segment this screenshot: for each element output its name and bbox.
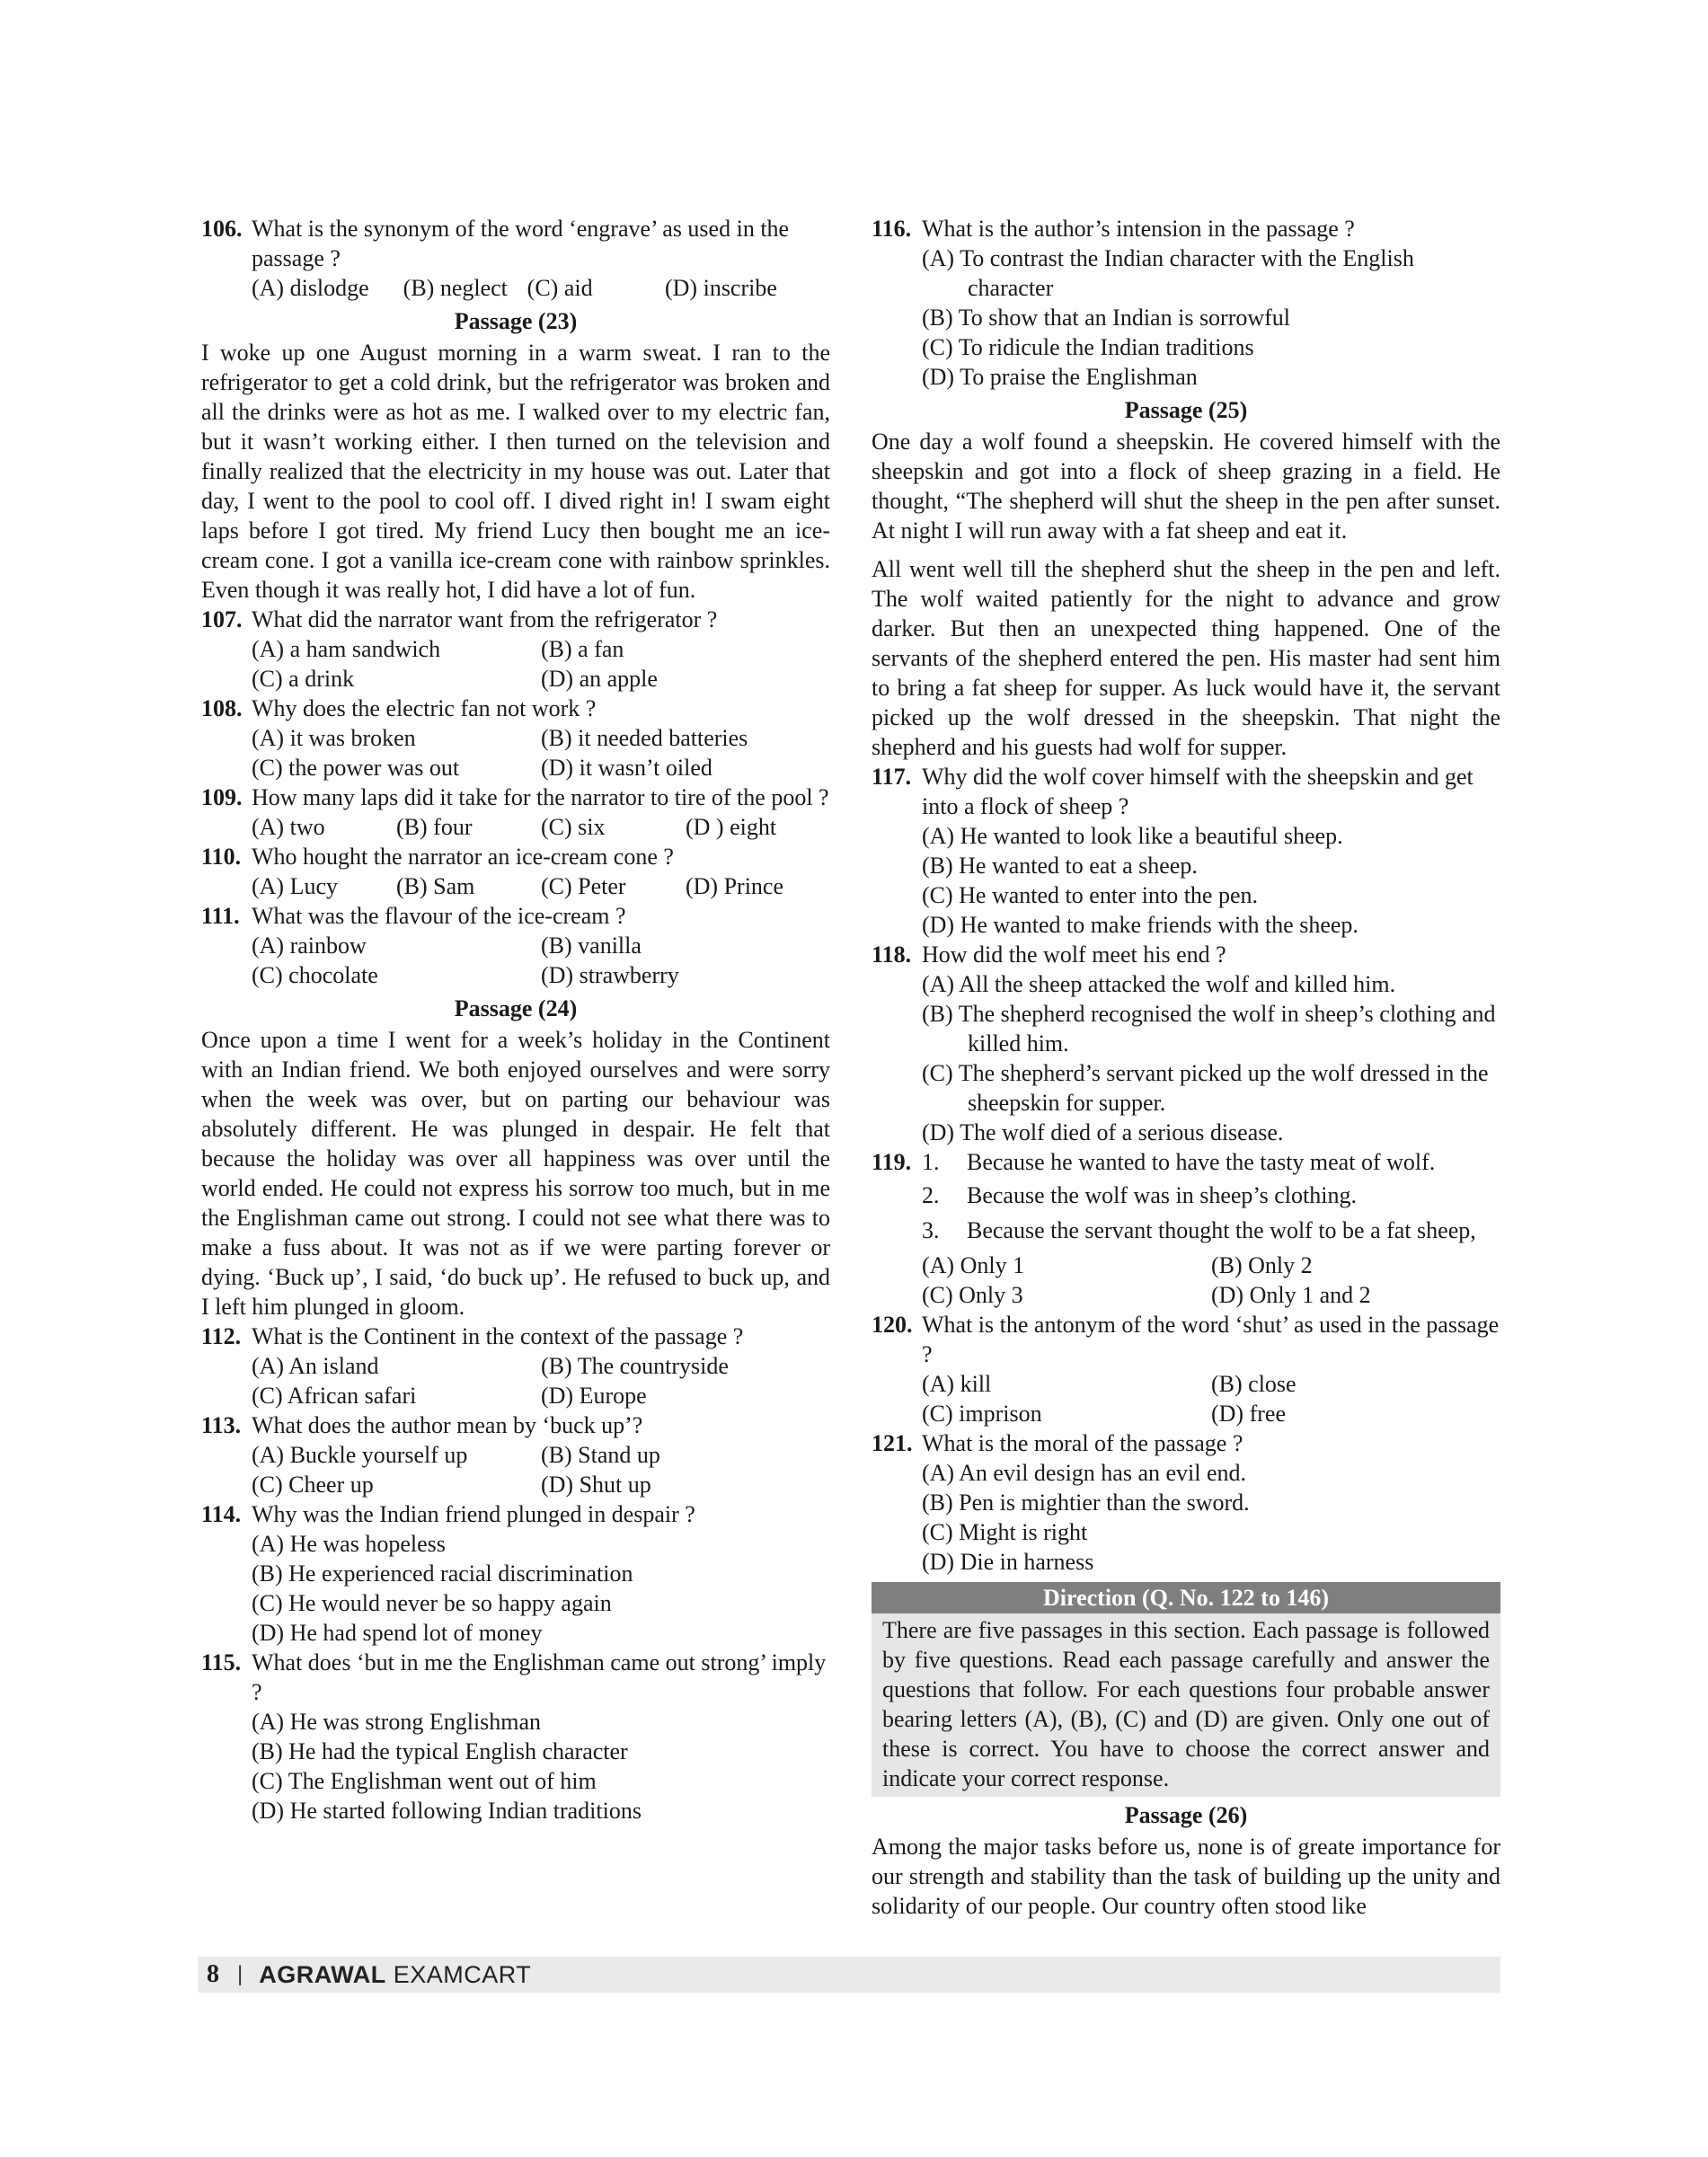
- question-106: [201, 214, 830, 273]
- question-109: [201, 782, 830, 812]
- option-c[interactable]: (C) Cheer up: [252, 1472, 374, 1498]
- option-a[interactable]: (A) He wanted to look like a beautiful sheep.: [922, 823, 1343, 849]
- question-114: [201, 1499, 830, 1529]
- options-116: [872, 243, 1500, 392]
- option-c[interactable]: (C) chocolate: [252, 962, 378, 988]
- statement-2: [872, 1180, 1500, 1210]
- left-column: [201, 214, 830, 1825]
- option-b[interactable]: (B) vanilla: [541, 933, 642, 959]
- option-d[interactable]: (D) The wolf died of a serious disease.: [922, 1119, 1284, 1145]
- options-121: [872, 1458, 1500, 1577]
- options-109: [201, 812, 830, 842]
- question-text: What does the author mean by ‘buck up’?: [252, 1412, 643, 1438]
- statement-text: Because the servant thought the wolf to be a fat sheep,: [967, 1217, 1476, 1243]
- option-c[interactable]: (C) imprison: [922, 1401, 1042, 1427]
- option-c[interactable]: (C) the power was out: [252, 755, 460, 781]
- question-text: What is the synonym of the word ‘engrave’ as used in the passage ?: [252, 216, 790, 271]
- options-114: [201, 1529, 830, 1648]
- question-number: 119.: [872, 1149, 912, 1175]
- question-text: How many laps did it take for the narrator to tire of the pool ?: [252, 784, 829, 810]
- option-d[interactable]: (D) He had spend lot of money: [252, 1620, 543, 1646]
- question-text: What is the moral of the passage ?: [922, 1430, 1243, 1456]
- question-107: [201, 605, 830, 634]
- question-number: 115.: [201, 1649, 242, 1675]
- question-number: 116.: [872, 216, 912, 242]
- option-a[interactable]: (A) He was hopeless: [252, 1531, 446, 1557]
- option-a[interactable]: (A) rainbow: [252, 933, 367, 959]
- question-text: What is the antonym of the word ‘shut’ as used in the passage ?: [922, 1312, 1500, 1367]
- question-number: 121.: [872, 1430, 913, 1456]
- option-d[interactable]: (D) Only 1 and 2: [1211, 1282, 1371, 1308]
- statement-number: 3.: [922, 1217, 940, 1243]
- question-number: 114.: [201, 1501, 242, 1527]
- footer-separator: |: [237, 1962, 243, 1986]
- option-b[interactable]: (B) Only 2: [1211, 1252, 1313, 1278]
- options-113: [201, 1440, 830, 1499]
- question-text: What did the narrator want from the refrigerator ?: [252, 606, 718, 632]
- question-number: 112.: [201, 1323, 242, 1349]
- options-115: [201, 1707, 830, 1825]
- question-number: 108.: [201, 695, 243, 721]
- question-number: 118.: [872, 941, 912, 968]
- statement-number: 1.: [922, 1149, 940, 1175]
- question-113: [201, 1410, 830, 1440]
- statement-text: Because he wanted to have the tasty meat of wolf.: [967, 1149, 1436, 1175]
- question-121: [872, 1428, 1500, 1458]
- option-d[interactable]: (D ) eight: [686, 814, 777, 840]
- question-number: 107.: [201, 606, 243, 632]
- question-number: 110.: [201, 844, 242, 870]
- brand-light: EXAMCART: [393, 1960, 532, 1988]
- options-118: [872, 969, 1500, 1147]
- option-d[interactable]: (D) Die in harness: [922, 1549, 1094, 1575]
- statement-text: Because the wolf was in sheep’s clothing.: [967, 1182, 1357, 1208]
- option-d[interactable]: (D) He wanted to make friends with the sheep.: [922, 912, 1358, 938]
- option-d[interactable]: (D) Shut up: [541, 1472, 651, 1498]
- question-110: [201, 842, 830, 871]
- options-108: [201, 723, 830, 782]
- option-a[interactable]: (A) An evil design has an evil end.: [922, 1460, 1247, 1486]
- options-106: [201, 273, 830, 303]
- option-c[interactable]: (C) six: [541, 814, 606, 840]
- direction-box: [872, 1582, 1500, 1797]
- question-119: [872, 1147, 1500, 1177]
- option-a[interactable]: (A) dislodge: [252, 275, 369, 301]
- option-b[interactable]: (B) neglect: [403, 275, 508, 301]
- option-a[interactable]: (A) He was strong Englishman: [252, 1709, 542, 1735]
- question-number: 111.: [201, 903, 240, 929]
- option-a[interactable]: (A) To contrast the Indian character with the English character: [922, 245, 1414, 301]
- question-117: [872, 762, 1500, 821]
- passage-25-text-2: All went well till the shepherd shut the sheep in the pen and left. The wolf waited patiently for the night to advance and grow darker. But then an unexpected thing happened. One of the servants of the shepherd entered the pen. His master had sent him to bring a fat sheep for supper. As luck would have it, the servant picked up the wolf dressed in the sheepskin. That night the shepherd and his guests had wolf for supper.: [872, 556, 1500, 760]
- option-d[interactable]: (D) an apple: [541, 666, 658, 692]
- passage-24-title: Passage (24): [454, 995, 578, 1021]
- option-c[interactable]: (C) a drink: [252, 666, 355, 692]
- passage-23-text: I woke up one August morning in a warm sweat. I ran to the refrigerator to get a cold drink, but the refrigerator was broken and all the drinks were as hot as me. I walked over to my electric fan, but it wasn’t working either. I then turned on the television and finally realized that the electricity in my house was out. Later that day, I went to the pool to cool off. I dived right in! I swam eight laps before I got tired. My friend Lucy then bought me an ice-cream cone. I got a vanilla ice-cream cone with rainbow sprinkles. Even though it was really hot, I did have a lot of fun.: [201, 340, 830, 603]
- question-118: [872, 940, 1500, 969]
- option-d[interactable]: (D) Prince: [686, 873, 784, 899]
- options-112: [201, 1351, 830, 1410]
- options-111: [201, 931, 830, 990]
- option-a[interactable]: (A) An island: [252, 1353, 379, 1379]
- options-120: [872, 1369, 1500, 1428]
- options-110: [201, 871, 830, 901]
- option-d[interactable]: (D) He started following Indian traditions: [252, 1798, 642, 1824]
- direction-text: There are five passages in this section. Each passage is followed by five questions. Read each passage carefully and answer the questions that follow. For each questions four probable answer bearing letters (A), (B), (C) and (D) are given. Only one out of these is correct. You have to choose the correct answer and indicate your correct response.: [872, 1613, 1500, 1797]
- option-d[interactable]: (D) strawberry: [541, 962, 679, 988]
- option-b[interactable]: (B) Pen is mightier than the sword.: [922, 1490, 1250, 1516]
- option-b[interactable]: (B) To show that an Indian is sorrowful: [922, 305, 1291, 331]
- option-d[interactable]: (D) To praise the Englishman: [922, 364, 1198, 390]
- option-d[interactable]: (D) it wasn’t oiled: [541, 755, 712, 781]
- question-number: 120.: [872, 1312, 913, 1338]
- option-c[interactable]: (C) He would never be so happy again: [252, 1590, 612, 1616]
- option-b[interactable]: (B) it needed batteries: [541, 725, 748, 751]
- question-text: Why did the wolf cover himself with the sheepskin and get into a flock of sheep ?: [922, 764, 1473, 819]
- passage-24-text: Once upon a time I went for a week’s holiday in the Continent with an Indian friend. We both enjoyed ourselves and were sorry when the week was over, but on parting our behaviour was absolutely different. He was plunged in despair. He felt that because the holiday was over all happiness was over until the world ended. He could not express his sorrow too much, but in me the Englishman came out strong. I could not see what there was to make a fuss about. It was not as if we were parting forever or dying. ‘Buck up’, I said, ‘do buck up’. He refused to buck up, and I left him plunged in gloom.: [201, 1027, 830, 1320]
- option-c[interactable]: (C) To ridicule the Indian traditions: [922, 334, 1254, 360]
- question-116: [872, 214, 1500, 243]
- option-b[interactable]: (B) close: [1211, 1371, 1296, 1397]
- question-number: 117.: [872, 764, 912, 790]
- question-number: 106.: [201, 216, 243, 242]
- option-b[interactable]: (B) four: [396, 814, 473, 840]
- option-d[interactable]: (D) free: [1211, 1401, 1286, 1427]
- option-b[interactable]: (B) Stand up: [541, 1442, 660, 1468]
- question-number: 109.: [201, 784, 243, 810]
- page-footer: [198, 1957, 1500, 1993]
- right-column: [872, 214, 1500, 1921]
- page-number: 8: [207, 1960, 219, 1988]
- question-text: Why does the electric fan not work ?: [252, 695, 597, 721]
- passage-25-title: Passage (25): [1124, 397, 1248, 423]
- question-text: How did the wolf meet his end ?: [922, 941, 1226, 968]
- brand-logo: [259, 1961, 531, 1989]
- passage-25-text-1: One day a wolf found a sheepskin. He covered himself with the sheepskin and got into a flock of sheep grazing in a field. He thought, “The shepherd will shut the sheep in the pen after sunset. At night I will run away with a fat sheep and eat it.: [872, 429, 1500, 544]
- option-a[interactable]: (A) Buckle yourself up: [252, 1442, 468, 1468]
- question-111: [201, 901, 830, 931]
- question-text: Why was the Indian friend plunged in despair ?: [252, 1501, 695, 1527]
- brand-bold: AGRAWAL: [259, 1960, 386, 1988]
- question-115: [201, 1648, 830, 1707]
- option-c[interactable]: (C) aid: [527, 275, 593, 301]
- statement-number: 2.: [922, 1182, 940, 1208]
- question-108: [201, 694, 830, 723]
- question-text: What is the author’s intension in the passage ?: [922, 216, 1355, 242]
- question-120: [872, 1310, 1500, 1369]
- option-d[interactable]: (D) Europe: [541, 1383, 647, 1409]
- option-c[interactable]: (C) He wanted to enter into the pen.: [922, 882, 1258, 908]
- passage-23-title: Passage (23): [454, 308, 578, 334]
- passage-26-title: Passage (26): [1124, 1802, 1248, 1828]
- option-d[interactable]: (D) inscribe: [665, 275, 777, 301]
- options-119: [872, 1251, 1500, 1310]
- option-b[interactable]: (B) a fan: [541, 636, 624, 662]
- option-c[interactable]: (C) Peter: [541, 873, 626, 899]
- question-text: What was the flavour of the ice-cream ?: [252, 903, 626, 929]
- option-a[interactable]: (A) it was broken: [252, 725, 416, 751]
- question-112: [201, 1322, 830, 1351]
- option-b[interactable]: (B) Sam: [396, 873, 475, 899]
- option-a[interactable]: (A) Lucy: [252, 873, 339, 899]
- option-a[interactable]: (A) kill: [922, 1371, 992, 1397]
- option-a[interactable]: (A) All the sheep attacked the wolf and killed him.: [922, 971, 1396, 997]
- question-text: What is the Continent in the context of the passage ?: [252, 1323, 744, 1349]
- statement-3: [872, 1216, 1500, 1245]
- option-c[interactable]: (C) Only 3: [922, 1282, 1023, 1308]
- statement-1: [922, 1147, 1500, 1177]
- option-b[interactable]: (B) He experienced racial discrimination: [252, 1560, 633, 1587]
- direction-title: Direction (Q. No. 122 to 146): [872, 1582, 1500, 1613]
- option-b[interactable]: (B) The shepherd recognised the wolf in sheep’s clothing and killed him.: [922, 1001, 1496, 1056]
- option-b[interactable]: (B) He wanted to eat a sheep.: [922, 853, 1198, 879]
- question-text: Who hought the narrator an ice-cream cone ?: [252, 844, 674, 870]
- option-b[interactable]: (B) He had the typical English character: [252, 1738, 628, 1764]
- option-c[interactable]: (C) The shepherd’s servant picked up the wolf dressed in the sheepskin for supper.: [922, 1060, 1489, 1116]
- option-a[interactable]: (A) Only 1: [922, 1252, 1025, 1278]
- question-number: 113.: [201, 1412, 242, 1438]
- question-text: What does ‘but in me the Englishman came out strong’ imply ?: [252, 1649, 827, 1705]
- option-c[interactable]: (C) The Englishman went out of him: [252, 1768, 597, 1794]
- option-a[interactable]: (A) a ham sandwich: [252, 636, 441, 662]
- option-c[interactable]: (C) African safari: [252, 1383, 417, 1409]
- option-b[interactable]: (B) The countryside: [541, 1353, 729, 1379]
- options-117: [872, 821, 1500, 940]
- option-a[interactable]: (A) two: [252, 814, 325, 840]
- options-107: [201, 634, 830, 694]
- passage-26-text: Among the major tasks before us, none is of greate importance for our strength and stability than the task of building up the unity and solidarity of our people. Our country often stood like: [872, 1834, 1500, 1919]
- option-c[interactable]: (C) Might is right: [922, 1519, 1088, 1545]
